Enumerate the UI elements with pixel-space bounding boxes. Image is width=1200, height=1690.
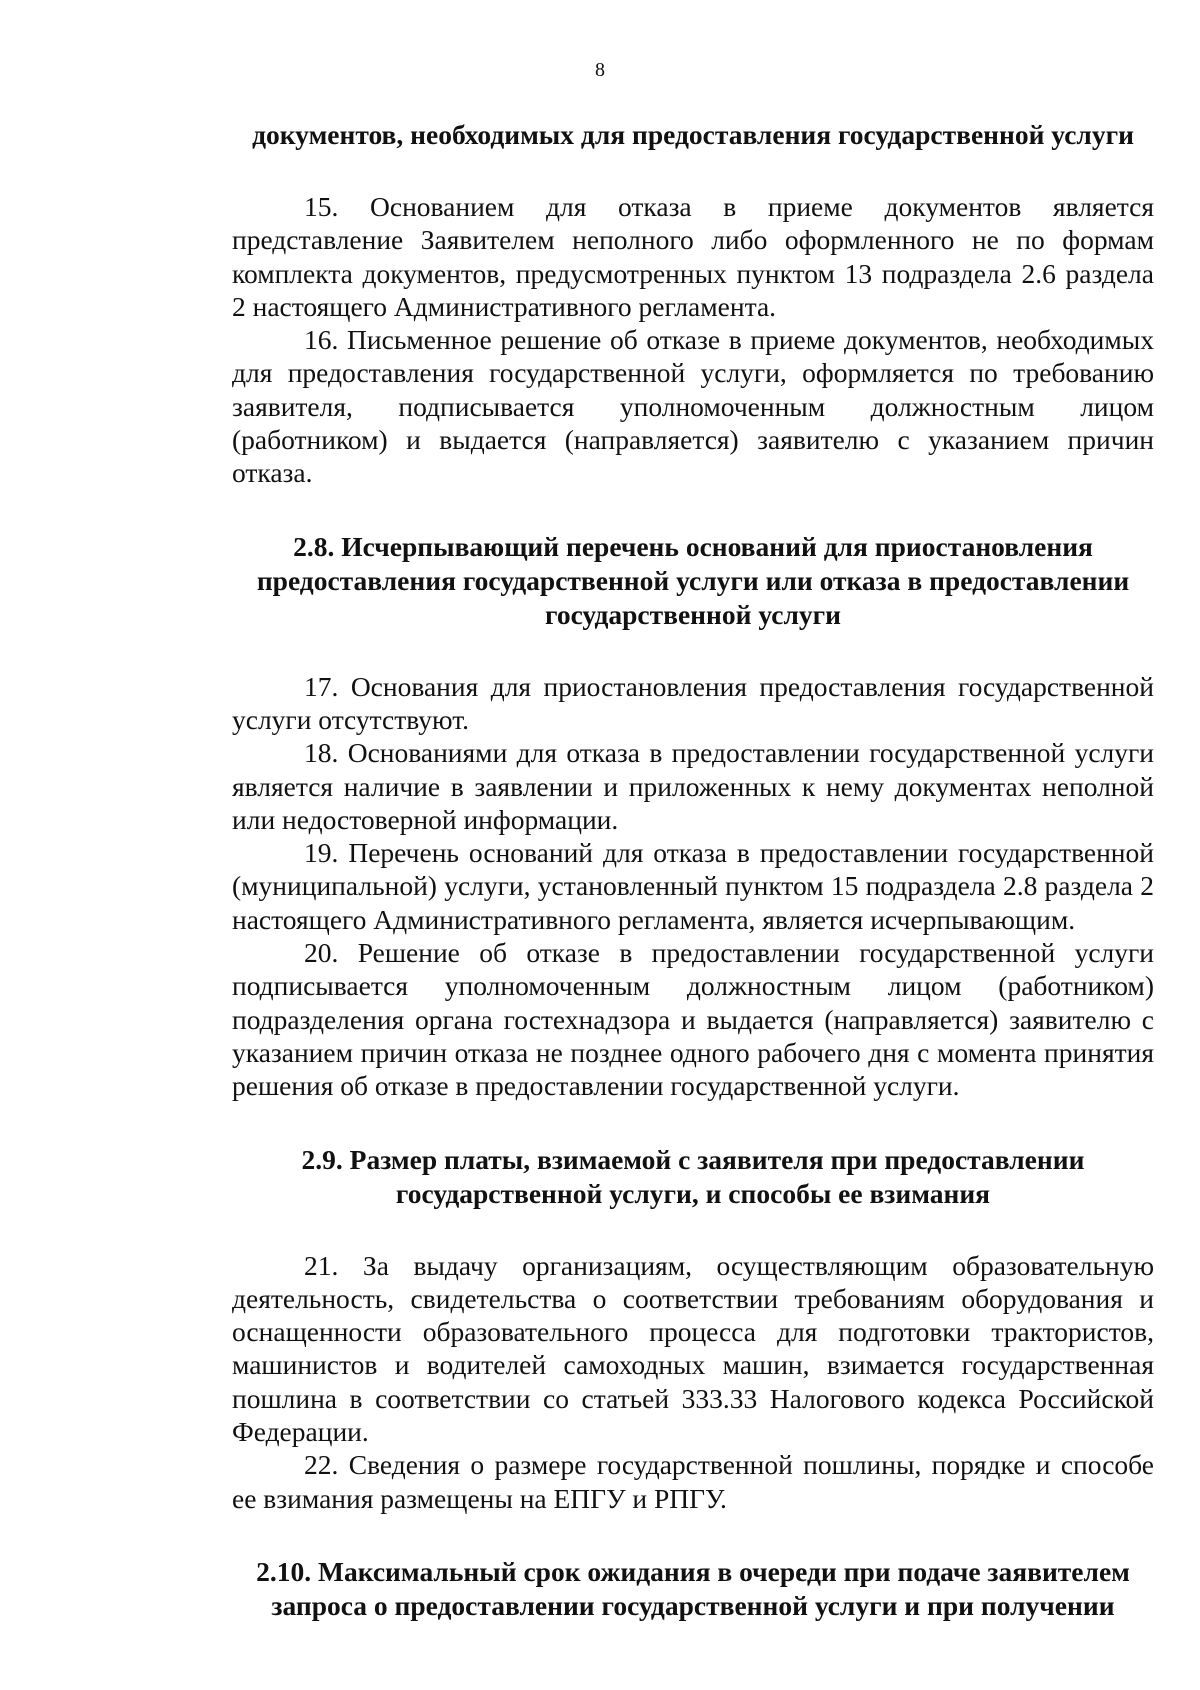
paragraph-20: 20. Решение об отказе в предоставлении государственной услуги подписывается уполномоченным должностным лицом (работником) подразделения органа гостехнадзора и выдается (направляется) заявителю с указанием причин отказа не позднее одного рабочего дня с момента принятия решения об отказе в предоставлении государственной услуги.	[232, 937, 1154, 1102]
page-number: 8	[595, 59, 605, 81]
paragraph-17: 17. Основания для приостановления предоставления государственной услуги отсутствуют.	[232, 670, 1154, 735]
section-heading-2-8: 2.8. Исчерпывающий перечень оснований для приостановления предоставления государственной услуги или отказа в предоставлении государственной услуги	[256, 530, 1130, 630]
paragraph-18: 18. Основаниями для отказа в предоставлении государственной услуги является наличие в заявлении и приложенных к нему документах неполной или недостоверной информации.	[232, 737, 1154, 835]
continued-heading: документов, необходимых для предоставления государственной услуги	[252, 119, 1134, 150]
paragraph-16: 16. Письменное решение об отказе в приеме документов, необходимых для предоставления государственной услуги, оформляется по требованию заявителя, подписывается уполномоченным должностным лицом (работником) и выдается (направляется) заявителю с указанием причин отказа.	[232, 324, 1154, 489]
paragraph-22: 22. Сведения о размере государственной пошлины, порядке и способе ее взимания размещены на ЕПГУ и РПГУ.	[232, 1449, 1154, 1514]
section-heading-2-9: 2.9. Размер платы, взимаемой с заявителя при предоставлении государственной услуги, и способы ее взимания	[301, 1143, 1085, 1209]
paragraph-19: 19. Перечень оснований для отказа в предоставлении государственной (муниципальной) услуги, установленный пунктом 15 подраздела 2.8 раздела 2 настоящего Административного регламента, является исчерпывающим.	[232, 837, 1154, 935]
paragraph-21: 21. За выдачу организациям, осуществляющим образовательную деятельность, свидетельства о соответствии требованиям оборудования и оснащенности образовательного процесса для подготовки трактористов, машинистов и водителей самоходных машин, взимается государственная пошлина в соответствии со статьей 333.33 Налогового кодекса Российской Федерации.	[232, 1249, 1154, 1448]
document-body	[232, 118, 1154, 1623]
section-heading-2-10: 2.10. Максимальный срок ожидания в очереди при подаче заявителем запроса о предоставлении государственной услуги и при получении	[256, 1555, 1130, 1621]
paragraph-15: 15. Основанием для отказа в приеме документов является представление Заявителем неполного либо оформленного не по формам комплекта документов, предусмотренных пунктом 13 подраздела 2.6 раздела 2 настоящего Административного регламента.	[232, 191, 1154, 322]
